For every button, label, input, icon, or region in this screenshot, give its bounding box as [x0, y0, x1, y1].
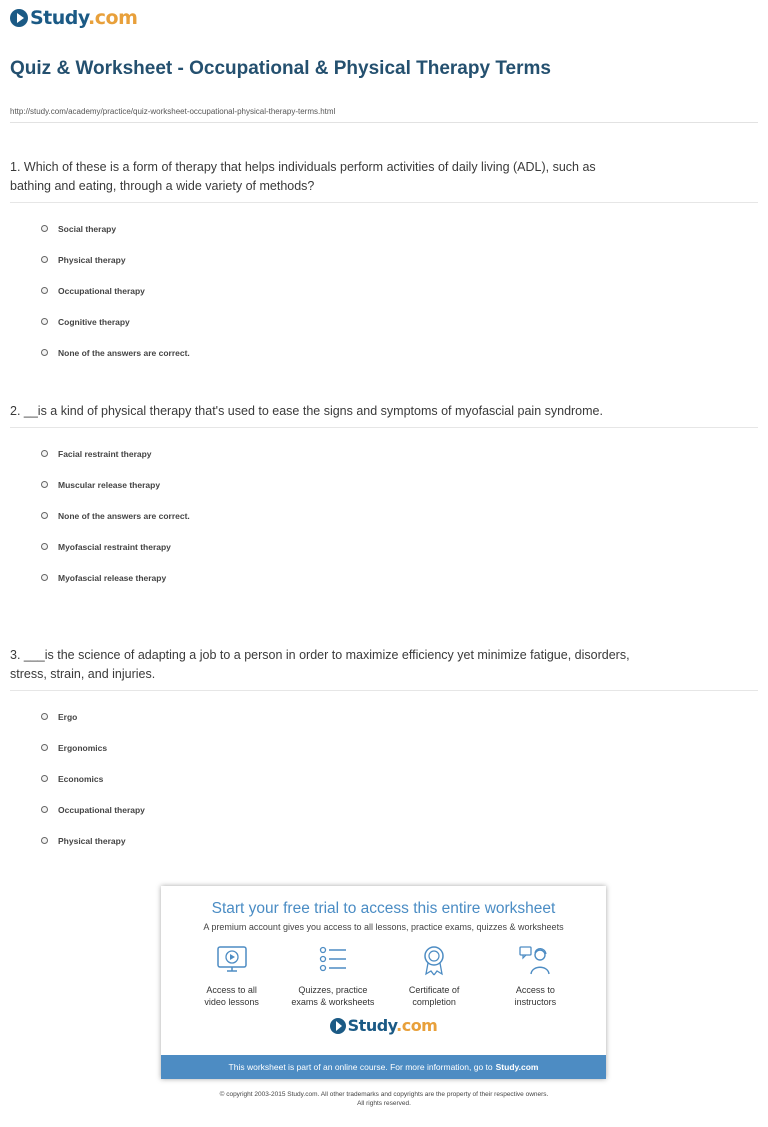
- radio-button[interactable]: [41, 287, 48, 294]
- answer-option[interactable]: Facial restraint therapy: [10, 438, 758, 469]
- radio-button[interactable]: [41, 775, 48, 782]
- cta-study-logo: Study.com: [161, 1016, 606, 1035]
- answer-option[interactable]: Social therapy: [10, 213, 758, 244]
- options-list: [10, 213, 758, 368]
- answer-option[interactable]: Physical therapy: [10, 244, 758, 275]
- question-2: [10, 402, 758, 593]
- answer-option[interactable]: Muscular release therapy: [10, 469, 758, 500]
- radio-button[interactable]: [41, 543, 48, 550]
- divider: [10, 202, 758, 203]
- radio-button[interactable]: [41, 318, 48, 325]
- answer-option[interactable]: Ergo: [10, 701, 758, 732]
- page-url: http://study.com/academy/practice/quiz-worksheet-occupational-physical-therapy-terms.html: [10, 107, 336, 116]
- certificate-icon: [417, 944, 451, 976]
- free-trial-box: [161, 886, 606, 1079]
- feature-list: [161, 944, 606, 1008]
- question-text: 3. ___is the science of adapting a job to a person in order to maximize efficiency yet minimize fatigue, disorders, stress, strain, and injuries.: [10, 648, 630, 681]
- answer-option[interactable]: None of the answers are correct.: [10, 337, 758, 368]
- radio-button[interactable]: [41, 837, 48, 844]
- radio-button[interactable]: [41, 744, 48, 751]
- answer-option[interactable]: Physical therapy: [10, 825, 758, 856]
- answer-option[interactable]: Economics: [10, 763, 758, 794]
- quiz-list-icon: [316, 944, 350, 976]
- answer-option[interactable]: Cognitive therapy: [10, 306, 758, 337]
- instructor-icon: [518, 944, 552, 976]
- feature-video-lessons: Access to all video lessons: [187, 944, 277, 1008]
- radio-button[interactable]: [41, 349, 48, 356]
- play-circle-icon: [330, 1018, 346, 1034]
- study-link[interactable]: Study.com: [495, 1062, 539, 1072]
- cta-info-bar: This worksheet is part of an online course. For more information, go to Study.com: [161, 1055, 606, 1079]
- divider: [10, 122, 758, 123]
- radio-button[interactable]: [41, 512, 48, 519]
- cta-subtitle: A premium account gives you access to all lessons, practice exams, quizzes & worksheets: [203, 922, 564, 932]
- feature-quizzes: Quizzes, practice exams & worksheets: [288, 944, 378, 1008]
- divider: [10, 690, 758, 691]
- radio-button[interactable]: [41, 806, 48, 813]
- play-circle-icon: [10, 9, 28, 27]
- answer-option[interactable]: Ergonomics: [10, 732, 758, 763]
- radio-button[interactable]: [41, 713, 48, 720]
- feature-instructors: Access to instructors: [490, 944, 580, 1008]
- feature-certificate: Certificate of completion: [389, 944, 479, 1008]
- answer-option[interactable]: Occupational therapy: [10, 794, 758, 825]
- options-list: [10, 438, 758, 593]
- divider: [10, 427, 758, 428]
- question-text: 2. __is a kind of physical therapy that's used to ease the signs and symptoms of myofascial pain syndrome.: [10, 404, 603, 418]
- radio-button[interactable]: [41, 574, 48, 581]
- question-1: [10, 158, 758, 368]
- answer-option[interactable]: None of the answers are correct.: [10, 500, 758, 531]
- radio-button[interactable]: [41, 481, 48, 488]
- copyright: © copyright 2003-2015 Study.com. All other trademarks and copyrights are the property of their respective owners. All rights reserved.: [219, 1091, 549, 1107]
- radio-button[interactable]: [41, 225, 48, 232]
- answer-option[interactable]: Myofascial restraint therapy: [10, 531, 758, 562]
- answer-option[interactable]: Occupational therapy: [10, 275, 758, 306]
- options-list: [10, 701, 758, 856]
- radio-button[interactable]: [41, 256, 48, 263]
- study-logo: [10, 7, 137, 29]
- question-text: 1. Which of these is a form of therapy that helps individuals perform activities of daily living (ADL), such as bathing and eating, through a wide variety of methods?: [10, 160, 596, 193]
- page-title: Quiz & Worksheet - Occupational & Physical Therapy Terms: [10, 58, 551, 79]
- cta-title: Start your free trial to access this entire worksheet: [211, 900, 556, 917]
- answer-option[interactable]: Myofascial release therapy: [10, 562, 758, 593]
- question-3: [10, 646, 758, 856]
- video-lesson-icon: [215, 944, 249, 976]
- logo-text: Study.com: [30, 7, 138, 29]
- radio-button[interactable]: [41, 450, 48, 457]
